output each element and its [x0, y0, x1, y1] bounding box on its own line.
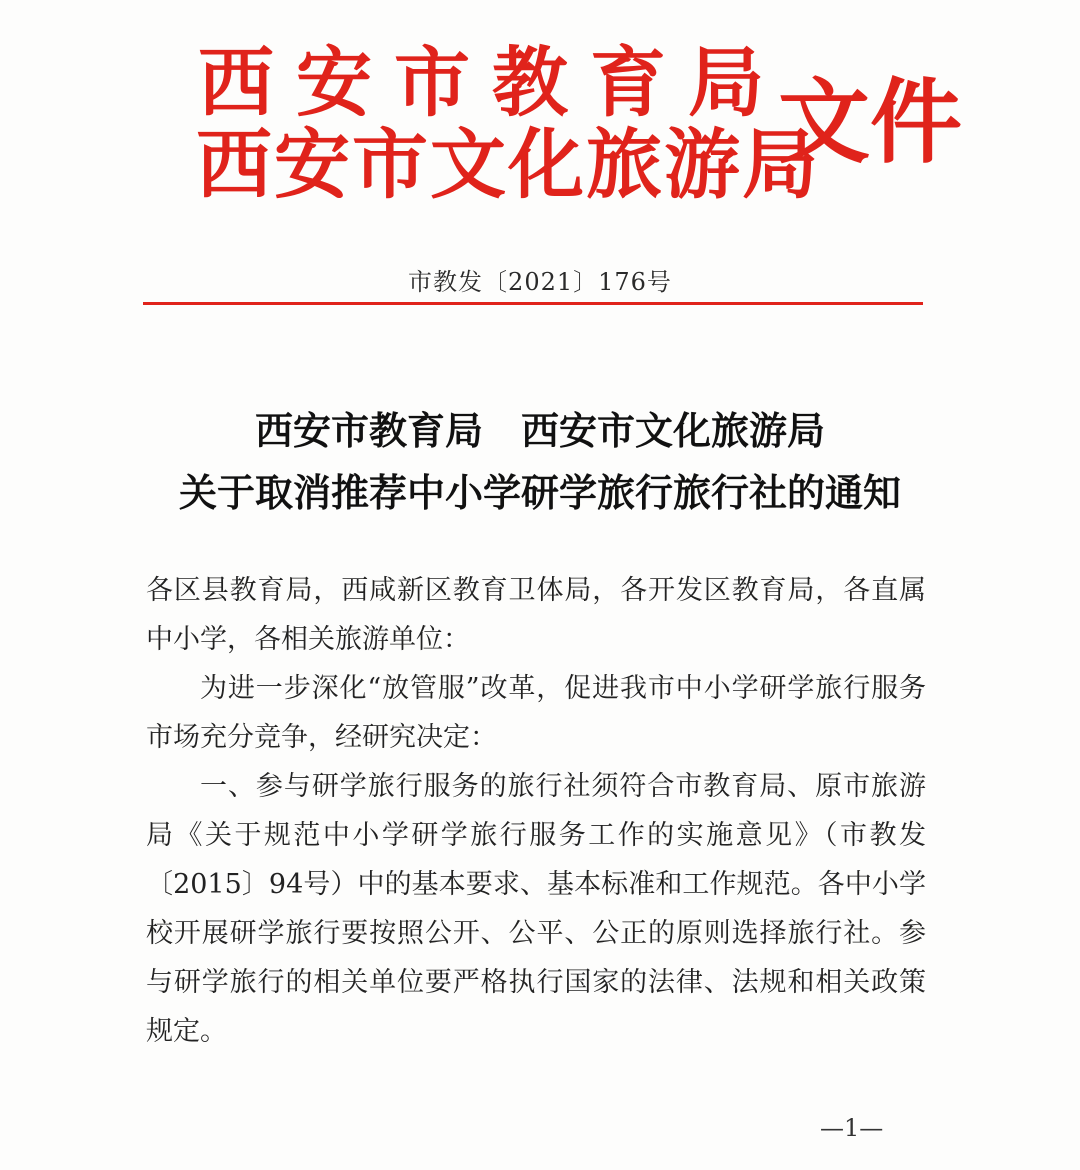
document-type-label: 文件 [778, 68, 963, 176]
paragraph-1: 为进一步深化“放管服”改革，促进我市中小学研学旅行服务市场充分竞争，经研究决定： [146, 673, 926, 753]
addressee-paragraph: 各区县教育局，西咸新区教育卫体局，各开发区教育局，各直属中小学，各相关旅游单位： [146, 575, 926, 655]
issuer-line-2: 西安市文化旅游局 [196, 120, 820, 209]
page-number: —1— [820, 1114, 884, 1142]
title-line-2: 关于取消推荐中小学研学旅行旅行社的通知 [178, 470, 901, 515]
title-line-1: 西安市教育局 西安市文化旅游局 [254, 408, 825, 453]
paragraph-2: 一、参与研学旅行服务的旅行社须符合市教育局、原市旅游局《关于规范中小学研学旅行服务工作的实施意见》（市教发〔2015〕94号）中的基本要求、基本标准和工作规范。各中小学校开展研学旅行要按照公开、公平、公正的原则选择旅行社。参与研学旅行的相关单位要严格执行国家的法律、法规和相关政策规定。 [146, 771, 926, 1047]
red-divider [143, 302, 923, 305]
document-number: 市教发〔2021〕176号 [408, 268, 672, 296]
issuer-line-1: 西安市教育局 [198, 38, 786, 127]
notice-body [146, 566, 926, 1056]
